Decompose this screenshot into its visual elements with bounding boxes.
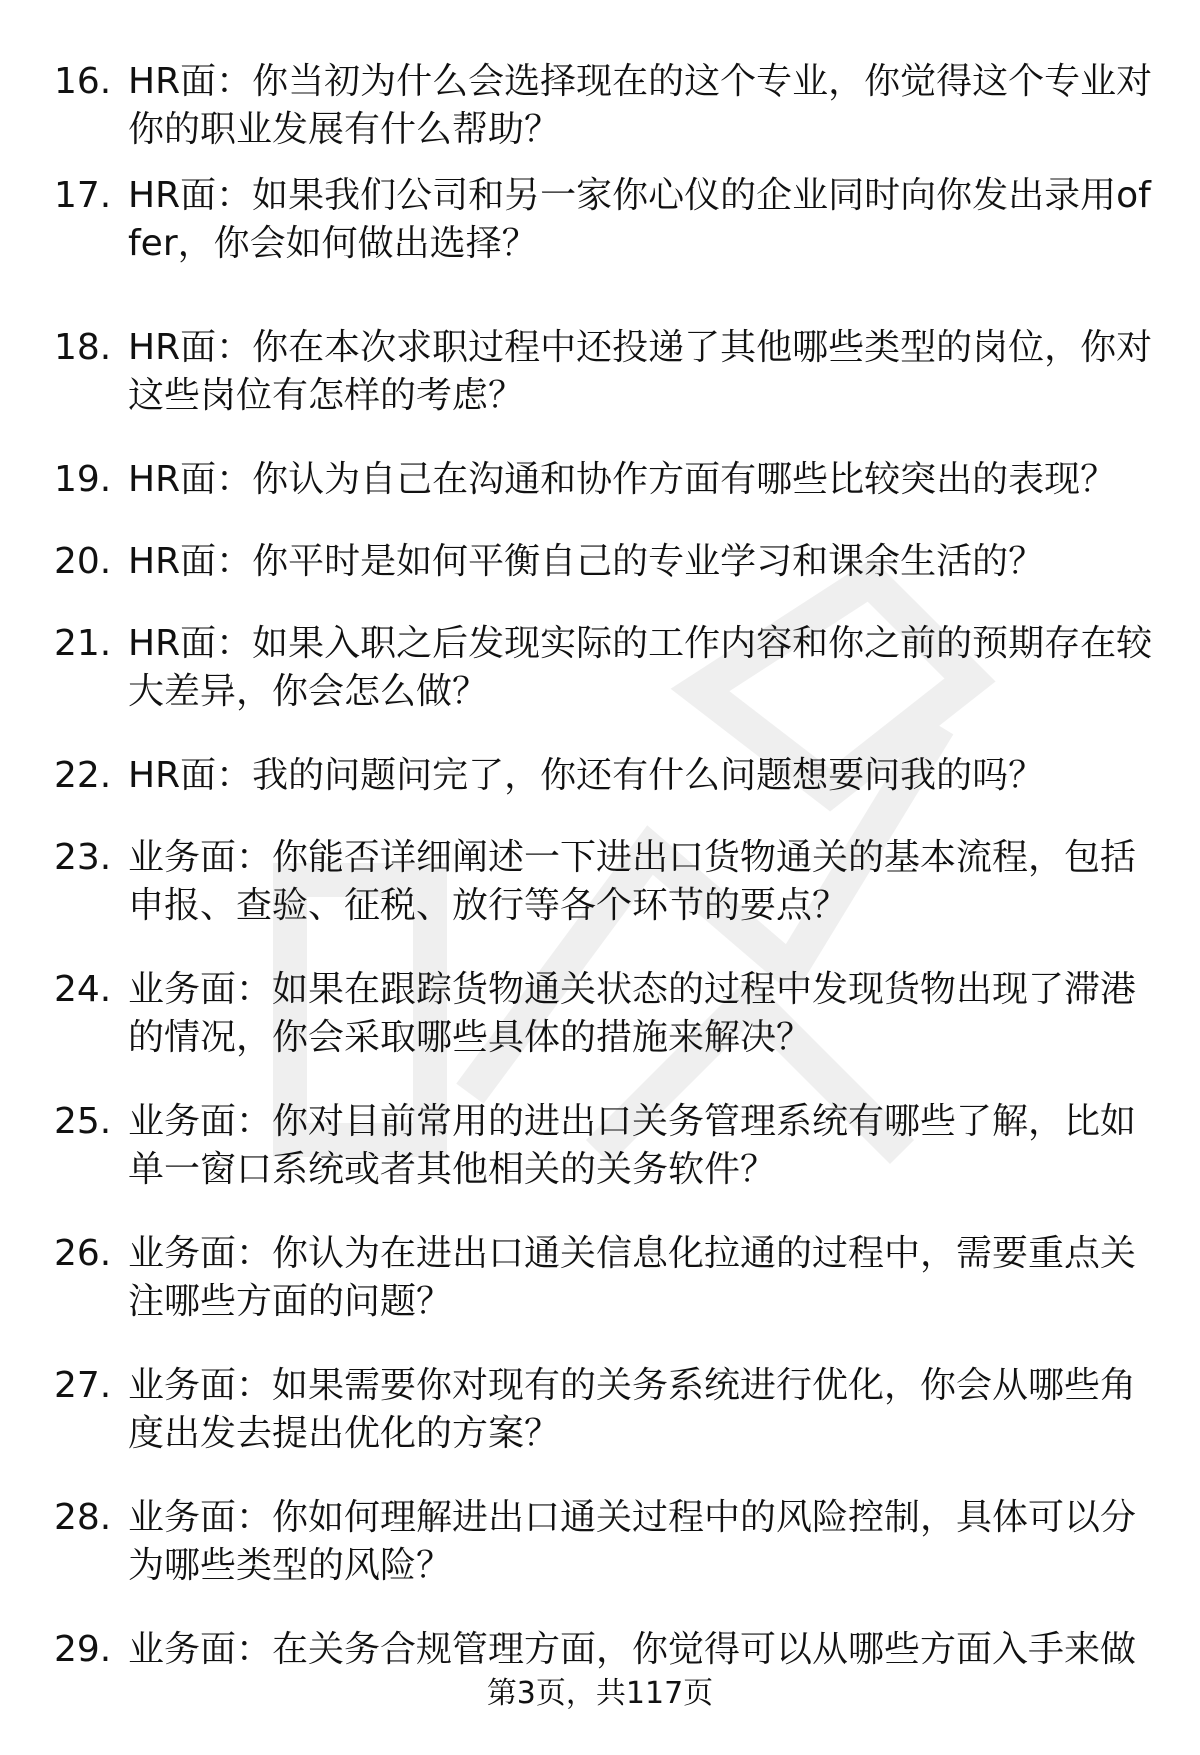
question-text: 业务面：你能否详细阐述一下进出口货物通关的基本流程，包括申报、查验、征税、放行等各个环节的要点？ — [128, 837, 1137, 926]
question-text: HR面：你在本次求职过程中还投递了其他哪些类型的岗位，你对这些岗位有怎样的考虑？ — [128, 327, 1153, 416]
question-text: HR面：你平时是如何平衡自己的专业学习和课余生活的？ — [128, 541, 1045, 582]
page-indicator: 第3页，共117页 — [486, 1676, 714, 1711]
question-text: 业务面：你如何理解进出口通关过程中的风险控制，具体可以分为哪些类型的风险？ — [128, 1497, 1137, 1586]
question-number: 26. — [54, 1233, 112, 1274]
question-number: 21. — [54, 623, 112, 664]
question-text: 业务面：你认为在进出口通关信息化拉通的过程中，需要重点关注哪些方面的问题？ — [128, 1233, 1137, 1322]
question-text: HR面：如果入职之后发现实际的工作内容和你之前的预期存在较大差异，你会怎么做？ — [128, 623, 1153, 712]
question-text: 业务面：你对目前常用的进出口关务管理系统有哪些了解，比如单一窗口系统或者其他相关的关务软件？ — [128, 1101, 1137, 1190]
question-text: HR面：如果我们公司和另一家你心仪的企业同时向你发出录用offer，你会如何做出选择？ — [128, 175, 1151, 264]
question-number: 27. — [54, 1365, 112, 1406]
question-number: 18. — [54, 327, 112, 368]
question-number: 22. — [54, 755, 112, 796]
question-number: 17. — [54, 175, 112, 216]
question-number: 19. — [54, 459, 112, 500]
question-number: 25. — [54, 1101, 112, 1142]
question-text: 业务面：如果需要你对现有的关务系统进行优化，你会从哪些角度出发去提出优化的方案？ — [128, 1365, 1137, 1454]
question-text: 业务面：在关务合规管理方面，你觉得可以从哪些方面入手来做 — [128, 1629, 1137, 1670]
question-number: 24. — [54, 969, 112, 1010]
question-number: 20. — [54, 541, 112, 582]
question-text: HR面：你当初为什么会选择现在的这个专业，你觉得这个专业对你的职业发展有什么帮助？ — [128, 61, 1153, 150]
question-text: 业务面：如果在跟踪货物通关状态的过程中发现货物出现了滞港的情况，你会采取哪些具体的措施来解决？ — [128, 969, 1137, 1058]
question-number: 29. — [54, 1629, 112, 1670]
question-number: 16. — [54, 61, 112, 102]
question-number: 23. — [54, 837, 112, 878]
question-text: HR面：我的问题问完了，你还有什么问题想要问我的吗？ — [128, 755, 1045, 796]
question-number: 28. — [54, 1497, 112, 1538]
question-text: HR面：你认为自己在沟通和协作方面有哪些比较突出的表现？ — [128, 459, 1117, 500]
